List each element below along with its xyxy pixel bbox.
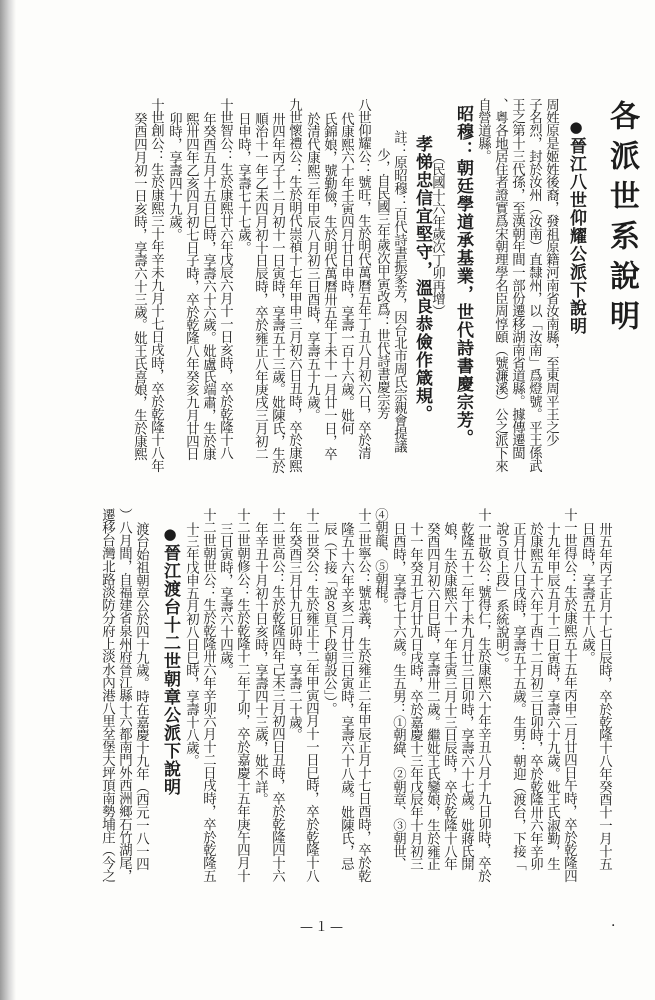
genealogy-entry: 年癸酉五月十五日巳時，享壽六十六歲。妣盧氏端肅，生於康 (200, 112, 216, 461)
zhaomu-note: 註：原昭穆：百代詩書振家芳，因台北市周氏宗親會提議 (391, 130, 407, 453)
bullet-dot-icon: ● (161, 525, 179, 544)
genealogy-entry: 三日寅時，享壽六十四歲。 (217, 522, 233, 677)
genealogy-entry: 代康熙六十年壬寅四月廿日申時，享壽一百十六歲。妣何 (338, 112, 354, 435)
genealogy-entry: 於康熙五十六年丁酉十二月初三日卯時，卒於乾隆卅六年辛卯 (527, 522, 543, 871)
margin-dot-icon: · (611, 918, 616, 934)
genealogy-entry: 日申時，享壽七十七歲。 (235, 112, 251, 254)
genealogy-entry: 日酉時，享壽七十六歲。生五男：①朝緯、②朝章、③朝世、 (390, 522, 406, 871)
genealogy-entry: 十二世癸公：生於雍正十二年甲寅四月十一日巳時，卒於乾隆十八 (303, 508, 319, 883)
genealogy-entry: 十一世敬公：號得仁，生於康熙六十年辛丑八月十九日卯時，卒於 (475, 508, 491, 883)
section-1-heading-text: 晉江八世仰耀公派下說明 (566, 137, 586, 335)
genealogy-entry: 順治十一年乙未四月初十日辰時，卒於雍正八年庚戌三月初二 (252, 112, 268, 461)
genealogy-entry: 卅五年丙子正月十七日辰時，卒於乾隆十八年癸酉十一月十五 (596, 522, 612, 871)
genealogy-entry: 辰（下接「說８頁下段朝設公」）。 (321, 522, 337, 715)
genealogy-entry: 隆五十六年辛亥二月廿三日寅時，享壽六十八歲。妣陳氏，忌 (338, 522, 354, 871)
genealogy-entry: 日酉時，享壽五十八歲。 (579, 522, 595, 664)
genealogy-entry: 癸酉四月初一日亥時，享壽六十三歲。妣王氏喜娘，生於康熙 (131, 112, 147, 461)
genealogy-entry: 癸酉四月初六日巳時，享壽卅二歲。繼妣王氏鑾娘，生於雍正 (424, 522, 440, 871)
section-1-heading (564, 118, 589, 335)
genealogy-entry: 十一年癸丑七月廿九日戌時，卒於嘉慶十三年戊辰年十月初三 (407, 522, 423, 871)
genealogy-entry: 年癸酉三月廿九日卯時，享壽二十歲。 (286, 522, 302, 742)
genealogy-entry: 十二世高公：生於乾隆四年己未三月初四日丑時，卒於乾隆四十六 (269, 508, 285, 883)
genealogy-entry: 氏錦娘，號勤儉，生於明代萬曆卅五年丁未十一月廿一日，卒 (321, 112, 337, 461)
genealogy-entry: 卯時，享壽四十九歲。 (166, 112, 182, 241)
section-2-heading-text: 晉江渡台十二世朝章公派下說明 (160, 544, 180, 796)
page-title: 各派世系說明 (604, 100, 639, 340)
genealogy-entry: 十九年甲辰五月十二日寅時，享壽六十九歲。妣王氏淑勤，生 (544, 522, 560, 871)
zhaomu-note: 少，自民國三年歲次甲寅改爲：世代詩書慶宗芳 (374, 148, 390, 419)
genealogy-entry: 年辛丑十月初十日亥時，享壽四十三歲，妣不詳。 (252, 522, 268, 806)
genealogy-entry: 八世仰耀公：號旺，生於明代萬曆五年丁丑八月初六日，卒於清 (355, 98, 371, 460)
genealogy-entry: 娘，生於康熙六十一年壬寅三月十三日辰時，卒於乾隆十八年 (441, 522, 457, 871)
intro-line: 子名烈，封於汝州（汝南）直隸州，以「汝南」爲燈號。平王係武 (526, 98, 542, 473)
genealogy-entry: 十世創公：生於康熙三十年辛未九月十七日戌時，卒於乾隆十八年 (148, 98, 164, 473)
intro-line: 自營道縣。 (475, 98, 491, 163)
zhaomu-note: （民國十六年歲次丁卯再增） (429, 150, 445, 318)
genealogy-entry: 九世懷禮公：生於明代崇禎十七年甲申三月初六日丑時，卒於康熙 (286, 98, 302, 473)
narrative-line: ）八月間，自福建省泉州府晉江縣十六都南門外西洲鄉石竹湖尾， (116, 508, 132, 883)
bullet-dot-icon: ● (567, 118, 585, 137)
genealogy-entry: 十二世朝修公：生於乾隆十二年丁卯，卒於嘉慶十五年庚午四月十 (234, 508, 250, 883)
narrative-line: 渡台始祖朝章公於四十九歲。時在嘉慶十九年（西元一八一四 (133, 522, 149, 871)
genealogy-entry: 於清代康熙三年甲辰八月初三日酉時，享壽五十九歲。 (304, 112, 320, 422)
intro-line: 、粵各地居住者證實爲宋朝理學名臣周惇頤（號濂溪）公之派下來 (492, 98, 508, 473)
genealogy-entry: 十二世朝世公：生於乾隆卅六年辛卯六月十二日戌時，卒於乾隆五 (200, 508, 216, 883)
genealogy-entry: 十二世寧公：號忠義，生於雍正二年甲辰正月十七日酉時，卒於乾 (355, 508, 371, 883)
intro-line: 王之第十三代孫，至漢朝年間一部份遷移湖南省道縣。據傳遷閩 (509, 98, 525, 460)
zhaomu-line: 孝悌忠信宜堅守，溫良恭儉作箴規。 (412, 135, 432, 423)
page-number: —１— (300, 920, 346, 935)
book-binding-shadow (0, 0, 16, 1000)
genealogy-entry: 十世智公：生於康熙廿六年戊辰六月十一日亥時，卒於乾隆十八 (217, 98, 233, 460)
genealogy-entry: 卅四年丙子十二月初十一日寅時，享壽五十三歲。妣陳氏，生於 (269, 112, 285, 474)
genealogy-entry: 乾隆五十二年丁未九月廿三日卯時，享壽六十七歲。妣蔣氏開 (458, 522, 474, 871)
genealogy-entry: ④朝龍、⑤朝棍。 (372, 508, 388, 612)
section-2-heading (158, 525, 183, 796)
narrative-line: 遷移台灣北路淡防分府上淡水內港八里坌堡大坪頂南勢埔庄（今之 (99, 508, 115, 883)
genealogy-entry: 熙卅四年乙亥四月初七日子時，卒於乾隆八年癸亥九月廿四日 (183, 112, 199, 461)
genealogy-entry: 正月廿八日戌時，享壽五十五歲。生男：朝迎（渡台，下接「 (510, 522, 526, 871)
genealogy-entry: 十三年戊申五月初八日巳時，享壽十八歲。 (183, 522, 199, 768)
zhaomu-line: 昭穆：朝廷學道承基業，世代詩書慶宗芳。 (453, 105, 473, 447)
genealogy-entry: 說５頁上段」系統說明）。 (493, 522, 509, 671)
intro-line: 周姓原是姬姓後裔，發祖原籍河南省汝南縣，至東周平王之少 (543, 98, 559, 447)
genealogy-entry: 十一世得公：生於康熙五十五年丙申二月廿四日午時，卒於乾隆四 (561, 508, 577, 883)
